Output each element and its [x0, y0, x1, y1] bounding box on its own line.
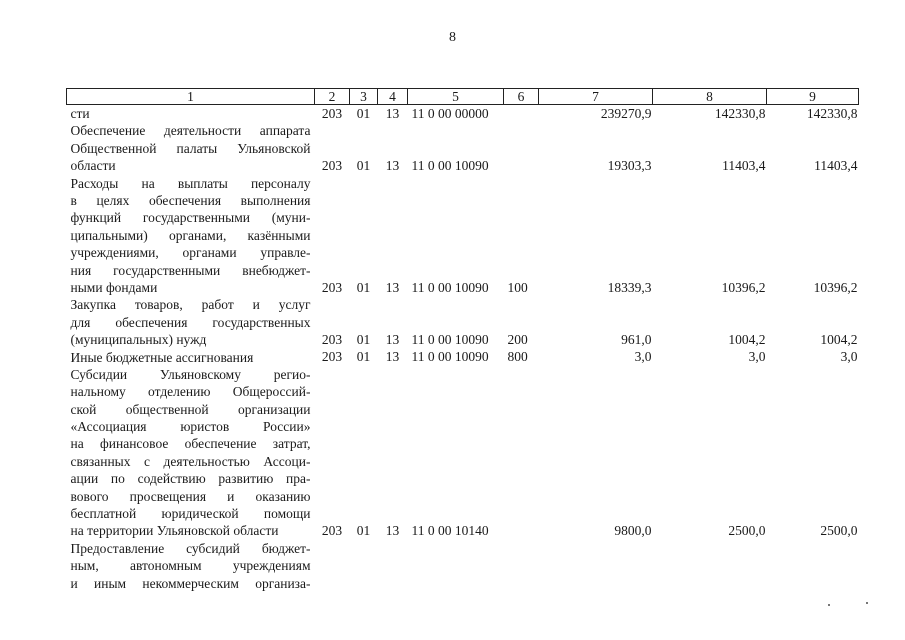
scan-speck	[828, 604, 830, 606]
cell-expense-type: 800	[507, 349, 528, 365]
cell-amount-col7	[539, 540, 653, 592]
item-name-line: «Ассоциация юристов России»	[70, 419, 311, 435]
item-name-line: связанных с деятельностью Ассоци-	[70, 453, 311, 469]
item-name-line: ными фондами	[70, 279, 158, 295]
item-name-line: (муниципальных) нужд	[70, 332, 207, 348]
table-row	[67, 175, 859, 297]
item-name-line: Обеспечение деятельности аппарата	[70, 123, 311, 139]
header-col-1: 1	[67, 89, 315, 105]
item-name-line: учреждениями, органами управле-	[70, 245, 311, 261]
cell-amount-col8: 11403,4	[722, 158, 766, 174]
cell-grbs: 203	[321, 106, 343, 121]
item-name-line: Общественной палаты Ульяновской	[70, 140, 311, 156]
table-row	[67, 348, 859, 365]
cell-amount-col9: 142330,8	[806, 106, 858, 121]
cell-amount-col9	[767, 540, 859, 592]
header-col-2: 2	[315, 89, 350, 105]
header-col-5: 5	[408, 89, 504, 105]
cell-target-article	[408, 540, 504, 592]
item-name-line: Субсидии Ульяновскому регио-	[70, 366, 311, 382]
header-col-3: 3	[350, 89, 378, 105]
cell-subsection	[378, 540, 408, 592]
cell-amount-col9: 10396,2	[813, 279, 858, 295]
cell-grbs: 203	[321, 349, 343, 365]
item-name-line: ципальными) органами, казёнными	[70, 227, 311, 243]
cell-amount-col7: 9800,0	[614, 523, 652, 539]
cell-amount-col8: 3,0	[748, 349, 766, 365]
cell-subsection: 13	[385, 349, 400, 365]
cell-section: 01	[356, 106, 371, 121]
cell-section: 01	[356, 349, 371, 365]
item-name-line: Закупка товаров, работ и услуг	[70, 297, 311, 313]
cell-amount-col7: 3,0	[634, 349, 652, 365]
cell-grbs: 203	[321, 523, 343, 539]
cell-amount-col9: 1004,2	[820, 332, 858, 348]
cell-grbs: 203	[321, 158, 343, 174]
item-name-line: бесплатной юридической помощи	[70, 506, 311, 522]
cell-amount-col7: 19303,3	[607, 158, 652, 174]
scan-speck	[866, 602, 868, 604]
cell-item-name	[67, 175, 315, 297]
cell-target-article: 11 0 00 10090	[411, 332, 489, 348]
header-col-6: 6	[504, 89, 539, 105]
item-name-line: области	[70, 158, 116, 174]
header-col-4: 4	[378, 89, 408, 105]
item-name-line: Расходы на выплаты персоналу	[70, 175, 311, 191]
cell-amount-col8: 2500,0	[728, 523, 766, 539]
cell-expense-type	[504, 122, 539, 174]
cell-subsection: 13	[385, 523, 400, 539]
cell-item-name	[67, 296, 315, 348]
cell-item-name	[67, 122, 315, 174]
item-name-line: Иные бюджетные ассигнования	[70, 349, 254, 365]
cell-amount-col7: 18339,3	[607, 279, 652, 295]
item-name-line: в целях обеспечения выполнения	[70, 192, 311, 208]
cell-section: 01	[356, 523, 371, 539]
item-name-line: и иным некоммерческим организа-	[70, 575, 311, 591]
cell-amount-col7: 961,0	[621, 332, 652, 348]
item-name-line: Предоставление субсидий бюджет-	[70, 540, 311, 556]
cell-grbs	[315, 540, 350, 592]
item-name-line: ской общественной организации	[70, 401, 311, 417]
item-name-line: на территории Ульяновской области	[70, 523, 279, 539]
table-row	[67, 540, 859, 592]
item-name-line: функций государственными (муни-	[70, 210, 311, 226]
cell-subsection: 13	[385, 279, 400, 295]
cell-section: 01	[356, 158, 371, 174]
cell-amount-col8: 142330,8	[714, 106, 766, 121]
cell-amount-col9: 2500,0	[820, 523, 858, 539]
cell-expense-type: 200	[507, 332, 528, 348]
cell-item-name	[67, 366, 315, 540]
item-name-line: вового просвещения и оказанию	[70, 488, 311, 504]
cell-target-article: 11 0 00 10090	[411, 349, 489, 365]
table-header-row	[67, 89, 859, 105]
cell-item-name	[67, 105, 315, 123]
cell-section: 01	[356, 279, 371, 295]
table-row	[67, 296, 859, 348]
table-row	[67, 122, 859, 174]
cell-expense-type	[504, 540, 539, 592]
cell-amount-col8: 1004,2	[728, 332, 766, 348]
page-number: 8	[449, 30, 456, 45]
item-name-line: нальному отделению Общероссий-	[70, 384, 311, 400]
item-name-line: ным, автономным учреждениям	[70, 558, 311, 574]
cell-grbs: 203	[321, 279, 343, 295]
cell-subsection: 13	[385, 158, 400, 174]
cell-target-article: 11 0 00 00000	[411, 106, 489, 121]
cell-amount-col7: 239270,9	[600, 106, 652, 121]
cell-amount-col8	[653, 540, 767, 592]
header-col-8: 8	[653, 89, 767, 105]
item-name-line: сти	[70, 106, 90, 122]
header-col-9: 9	[767, 89, 859, 105]
cell-expense-type	[504, 366, 539, 540]
cell-subsection: 13	[385, 106, 400, 121]
table-row	[67, 105, 859, 123]
item-name-line: ния государственными внебюджет-	[70, 262, 311, 278]
header-col-7: 7	[539, 89, 653, 105]
table-row	[67, 366, 859, 540]
cell-section	[350, 540, 378, 592]
cell-expense-type: 100	[507, 279, 528, 295]
cell-expense-type	[504, 105, 539, 123]
cell-item-name	[67, 540, 315, 592]
cell-item-name	[67, 348, 315, 365]
cell-target-article: 11 0 00 10090	[411, 158, 489, 174]
item-name-line: на финансовое обеспечение затрат,	[70, 436, 311, 452]
cell-subsection: 13	[385, 332, 400, 348]
cell-target-article: 11 0 00 10140	[411, 523, 489, 539]
cell-target-article: 11 0 00 10090	[411, 279, 489, 295]
item-name-line: для обеспечения государственных	[70, 314, 311, 330]
cell-amount-col9: 11403,4	[814, 158, 858, 174]
item-name-line: ации по содействию развитию пра-	[70, 471, 311, 487]
cell-grbs: 203	[321, 332, 343, 348]
budget-table	[66, 88, 859, 592]
cell-amount-col9: 3,0	[840, 349, 858, 365]
cell-amount-col8: 10396,2	[721, 279, 766, 295]
cell-section: 01	[356, 332, 371, 348]
